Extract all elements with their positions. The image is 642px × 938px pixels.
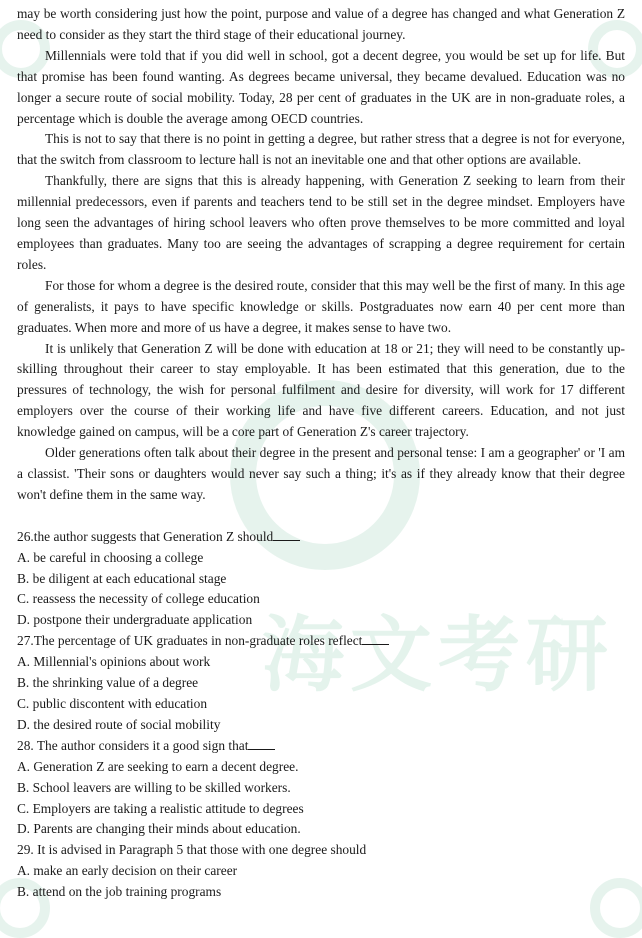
paragraph: Millennials were told that if you did well in school, got a decent degree, you would be set up for life. But that promise has been found wanting. As degrees became universal, they became devalued. Education was no longer a secure route of social mobility. Today, 28 per cent of graduates in the UK are in non-graduate roles, a percentage which is double the average among OECD countries. — [17, 47, 625, 126]
watermark-text: 海文考研 — [262, 608, 615, 703]
option: D. the desired route of social mobility — [17, 716, 221, 732]
question-stem: 28. The author considers it a good sign that — [17, 736, 625, 757]
question-stem: 26.the author suggests that Generation Z should — [17, 527, 625, 548]
option: C. reassess the necessity of college education — [17, 591, 260, 607]
option: A. Generation Z are seeking to earn a decent degree. — [17, 758, 299, 774]
option: D. postpone their undergraduate application — [17, 612, 253, 628]
answer-blank — [273, 528, 300, 541]
paragraph: Thankfully, there are signs that this is already happening, with Generation Z seeking to learn from their millennial predecessors, even if parents and teachers tend to be still set in the degree mindset. Employers have long seen the advantages of hiring school leavers who often prove themselves to be more committed and loyal employees than graduates. Many too are seeing the advantages of scrapping a degree requirement for certain roles. — [17, 173, 625, 272]
option: B. School leavers are willing to be skilled workers. — [17, 779, 291, 795]
option: A. make an early decision on their career — [17, 863, 238, 879]
paragraph: This is not to say that there is no point in getting a degree, but rather stress that a degree is not for everyone, that the switch from classroom to lecture hall is not an inevitable one and that other options are available. — [17, 131, 625, 168]
question-stem: 29. It is advised in Paragraph 5 that those with one degree should — [17, 842, 367, 858]
paragraph: may be worth considering just how the point, purpose and value of a degree has changed and what Generation Z need to consider as they start the third stage of their educational journey. — [17, 6, 625, 42]
option: C. public discontent with education — [17, 696, 208, 711]
answer-blank — [362, 632, 389, 645]
option: A. be careful in choosing a college — [17, 549, 204, 565]
paragraph: For those for whom a degree is the desired route, consider that this may well be the first of many. In this age of generalists, it pays to have specific knowledge or skills. Postgraduates now earn 40 per cent more than graduates. When more and more of us have a degree, it makes sense to have two. — [17, 277, 625, 335]
answer-blank — [248, 737, 275, 750]
paragraph: It is unlikely that Generation Z will be done with education at 18 or 21; they will need to be constantly up-skilling throughout their career to stay employable. It has been estimated that this generation, due to the pressures of technology, the wish for personal fulfilment and desire for diversity, will work for 17 different employers over the course of their working life and have five different careers. Education, and not just knowledge gained on campus, will be a core part of Generation Z's career trajectory. — [17, 340, 625, 440]
option: B. the shrinking value of a degree — [17, 675, 199, 691]
option: B. be diligent at each educational stage — [17, 570, 227, 586]
document-body — [17, 4, 625, 903]
paragraph: Older generations often talk about their degree in the present and personal tense: I am a geographer' or 'I am a classist. 'Their sons or daughters would never say such a thing; it's as if they already know that their degree won't define them in the same way. — [17, 445, 625, 502]
question-list — [17, 527, 625, 903]
option: B. attend on the job training programs — [17, 884, 222, 900]
option: C. Employers are taking a realistic attitude to degrees — [17, 800, 304, 816]
question-stem: 27.The percentage of UK graduates in non-graduate roles reflect — [17, 631, 625, 652]
passage — [17, 4, 625, 506]
option: A. Millennial's opinions about work — [17, 654, 211, 670]
option: D. Parents are changing their minds about education. — [17, 821, 301, 837]
